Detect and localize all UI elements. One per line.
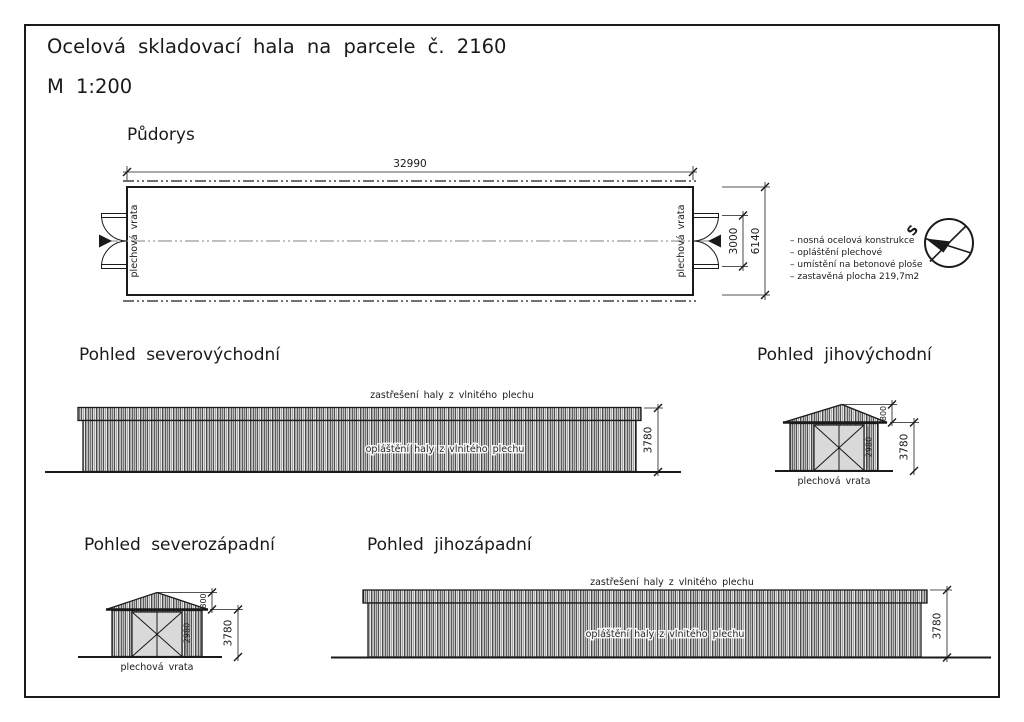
roof-label: zastřešení haly z vlnitého plechu: [590, 577, 754, 588]
dim-height: [890, 418, 919, 475]
roof-band: [78, 408, 641, 421]
view-southwest: [331, 535, 991, 662]
dim-door-width: [722, 211, 748, 271]
title-block: [47, 35, 506, 98]
notes-list: [790, 236, 923, 282]
wall-label: opláštění haly z vlnitého plechu: [585, 629, 745, 640]
door: [814, 425, 864, 471]
note-item: – opláštění plechové: [790, 248, 883, 258]
door-left: [99, 205, 140, 278]
roof-band: [363, 590, 927, 603]
dim-height-value: 3780: [898, 433, 911, 461]
drawing-scale: M 1:200: [47, 75, 133, 98]
door: [132, 612, 182, 657]
view-southwest-heading: Pohled jihozápadní: [367, 535, 532, 555]
wall: [83, 421, 636, 472]
note-item: – umístění na betonové ploše: [790, 260, 923, 270]
roof-label: zastřešení haly z vlnitého plechu: [370, 390, 534, 401]
floor-plan: [99, 125, 973, 301]
dim-height-value: 3780: [931, 612, 944, 640]
door-label: plechová vrata: [120, 662, 194, 673]
dim-gable-height-value: 800: [879, 405, 888, 422]
dim-length-value: 32990: [393, 158, 427, 170]
view-northeast: [45, 345, 681, 476]
dim-gable-height-value: 800: [199, 593, 208, 609]
dim-door-height-value: 2980: [182, 622, 192, 644]
dim-length: [123, 158, 697, 180]
dim-total-width-value: 6140: [750, 227, 762, 255]
dim-height-value: 3780: [222, 619, 235, 647]
view-northeast-heading: Pohled severovýchodní: [79, 345, 280, 365]
entry-arrow-icon: [99, 235, 112, 248]
door-label: plechová vrata: [797, 476, 871, 487]
north-letter: S: [904, 222, 923, 240]
note-item: – zastavěná plocha 219,7m2: [790, 272, 920, 282]
entry-arrow-icon: [708, 235, 721, 248]
gable-roof: [106, 593, 208, 610]
floor-plan-heading: Půdorys: [127, 125, 195, 145]
view-southeast-heading: Pohled jihovýchodní: [757, 345, 932, 365]
wall-label: opláštění haly z vlnitého plechu: [365, 444, 525, 455]
dim-door-width-value: 3000: [728, 227, 740, 255]
drawing-title: Ocelová skladovací hala na parcele č. 2160: [47, 35, 507, 58]
dim-height-value: 3780: [642, 426, 655, 454]
note-item: – nosná ocelová konstrukce: [790, 236, 915, 246]
dim-height: [930, 586, 952, 662]
dim-height: [643, 404, 664, 476]
view-northwest-heading: Pohled severozápadní: [84, 535, 275, 555]
door-left-label: plechová vrata: [129, 204, 140, 278]
dim-door-height-value: 2980: [864, 436, 874, 458]
dim-height: [210, 605, 243, 661]
view-southeast: [757, 345, 933, 487]
gable-roof: [783, 405, 887, 423]
door-right-label: plechová vrata: [676, 204, 687, 278]
view-northwest: [78, 535, 276, 673]
